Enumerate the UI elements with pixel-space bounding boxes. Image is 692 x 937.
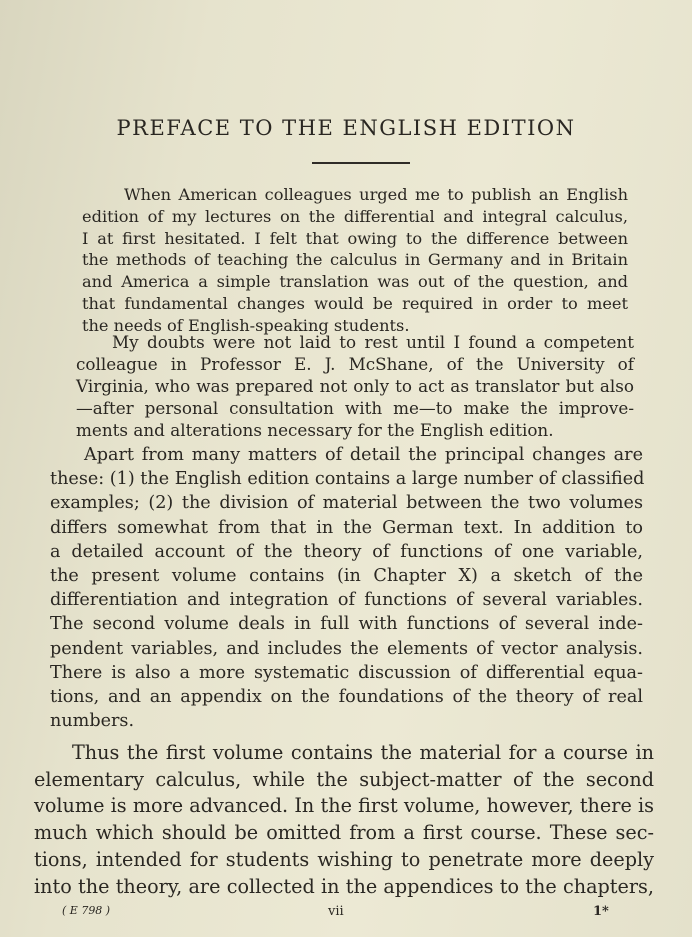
text-line: examples; (2) the division of material between the two volumes [50,493,643,514]
title-rule [312,162,410,164]
text-line: volume is more advanced. In the first volume, however, there is [34,794,654,818]
text-line: much which should be omitted from a first course. These sec- [34,821,654,845]
text-line: these: (1) the English edition contains a large number of classified [50,469,645,490]
text-line: ments and alterations necessary for the English edition. [76,420,554,441]
text-line: tions, intended for students wishing to penetrate more deeply [34,847,654,871]
text-line: There is also a more systematic discussion of differential equa- [50,662,643,683]
text-line: My doubts were not laid to rest until I found a competent [112,332,634,352]
text-line: Apart from many matters of detail the principal changes are [84,445,643,465]
text-line: The second volume deals in full with functions of several inde- [50,614,643,635]
paragraph-2 [76,331,634,441]
text-line: a detailed account of the theory of functions of one variable, [50,541,643,562]
page-number: vii [328,904,344,919]
quire-mark: 1* [593,904,609,919]
text-line: pendent variables, and includes the elements of vector analysis. [50,638,643,659]
text-line: that fundamental changes would be required in order to meet [82,293,628,313]
text-line: I at first hesitated. I felt that owing to the difference between [82,228,628,248]
paragraph-1 [82,184,628,337]
text-line: into the theory, are collected in the appendices to the chapters, [34,874,654,898]
paragraph-3 [50,443,643,733]
text-line: edition of my lectures on the differential and integral calculus, [82,206,628,226]
text-line: tions, and an appendix on the foundations of the theory of real [50,687,643,708]
text-line: and America a simple translation was out of the question, and [82,272,628,292]
text-line: Virginia, who was prepared not only to act as translator but also [76,376,634,397]
text-line: —after personal consultation with me—to make the improve- [76,398,634,419]
text-line: elementary calculus, while the subject-matter of the second [34,767,654,791]
signature-mark: ( E 798 ) [62,904,111,917]
text-line: the present volume contains (in Chapter X) a sketch of the [50,566,643,587]
text-line: the needs of English-speaking students. [82,315,410,335]
text-line: differentiation and integration of functions of several variables. [50,590,643,611]
text-line: Thus the first volume contains the material for a course in [72,741,654,764]
text-line: the methods of teaching the calculus in Germany and in Britain [82,250,628,270]
text-line: colleague in Professor E. J. McShane, of the University of [76,354,634,375]
text-line: When American colleagues urged me to publish an English [124,185,628,204]
page-title: PREFACE TO THE ENGLISH EDITION [116,116,576,140]
paragraph-4 [34,740,654,900]
text-line: numbers. [50,711,135,732]
text-line: differs somewhat from that in the German text. In addition to [50,517,643,538]
